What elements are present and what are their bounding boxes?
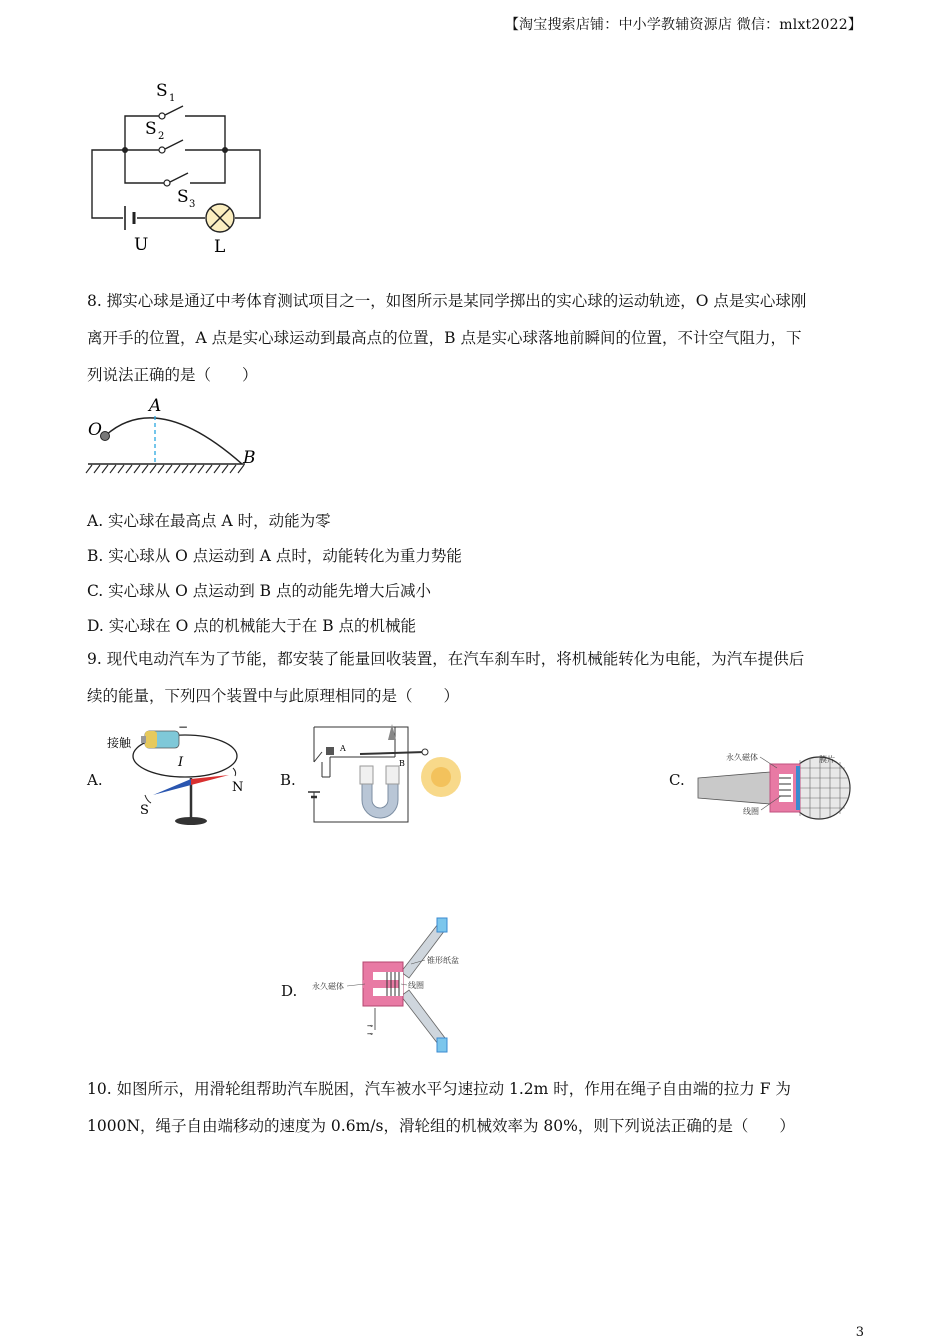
q8-option-d: D. 实心球在 O 点的机械能大于在 B 点的机械能: [87, 617, 417, 635]
s1-label: S: [156, 81, 168, 101]
current-label: I: [178, 755, 184, 770]
q9-option-b-label: B.: [280, 771, 296, 789]
trajectory-figure: [85, 393, 265, 478]
oersted-experiment-figure: [105, 720, 255, 832]
page-number: 3: [855, 1325, 864, 1340]
minus-sign: −: [178, 720, 189, 734]
battery-label: U: [134, 235, 149, 255]
q9-line-1: 9. 现代电动汽车为了节能，都安装了能量回收装置，在汽车刹车时，将机械能转化为电能，为汽车提供后: [87, 650, 805, 668]
q8-option-c: C. 实心球从 O 点运动到 B 点的动能先增大后减小: [87, 582, 431, 600]
page-header: 【淘宝搜索店铺：中小学教辅资源店 微信：mlxt2022】: [504, 17, 862, 33]
fig-c-magnet-label: 永久磁体: [726, 753, 758, 762]
q9-option-d-label: D.: [281, 982, 298, 1000]
s3-label: S: [177, 187, 189, 207]
point-b-label: B: [243, 448, 256, 468]
microphone-figure: [695, 748, 855, 828]
diaphragm-label: 膜片: [819, 755, 835, 764]
circuit-diagram: [85, 78, 270, 258]
q8-line-3: 列说法正确的是（ ）: [87, 366, 258, 384]
q10-line-2: 1000N，绳子自由端移动的速度为 0.6m/s，滑轮组的机械效率为 80%，则下列说法正确的是（ ）: [87, 1117, 795, 1135]
terminal-a-label: A: [340, 744, 346, 753]
svg-text:⊸: ⊸: [367, 1022, 373, 1030]
terminal-b-label: B: [399, 759, 405, 768]
north-pole-label: N: [232, 780, 244, 795]
loudspeaker-figure: [305, 912, 475, 1057]
contact-label: 接触: [107, 736, 132, 750]
electric-bell-figure: [300, 722, 465, 826]
s3-subscript: 3: [189, 199, 196, 210]
svg-text:⊸: ⊸: [367, 1030, 373, 1038]
q8-option-b: B. 实心球从 O 点运动到 A 点时，动能转化为重力势能: [87, 547, 462, 565]
point-o-label: O: [88, 420, 102, 440]
q9-option-c-label: C.: [669, 771, 685, 789]
fig-c-coil-label: 线圈: [743, 807, 759, 816]
q8-option-a: A. 实心球在最高点 A 时，动能为零: [87, 512, 331, 530]
lamp-label: L: [214, 237, 226, 257]
point-a-label: A: [149, 396, 162, 416]
s2-label: S: [145, 119, 157, 139]
south-pole-label: S: [140, 803, 149, 818]
fig-d-coil-label: 线圈: [408, 981, 424, 990]
cone-label: 锥形纸盆: [427, 956, 459, 965]
q9-line-2: 续的能量，下列四个装置中与此原理相同的是（ ）: [87, 687, 460, 705]
q9-option-a-label: A.: [87, 771, 103, 789]
fig-d-magnet-label: 永久磁体: [312, 982, 344, 991]
q10-line-1: 10. 如图所示，用滑轮组帮助汽车脱困，汽车被水平匀速拉动 1.2m 时，作用在绳子自由端的拉力 F 为: [87, 1080, 791, 1098]
q8-line-1: 8. 掷实心球是通辽中考体育测试项目之一，如图所示是某同学掷出的实心球的运动轨迹，O 点是实心球刚: [87, 292, 807, 310]
s1-subscript: 1: [169, 93, 176, 104]
s2-subscript: 2: [158, 131, 165, 142]
q8-line-2: 离开手的位置，A 点是实心球运动到最高点的位置，B 点是实心球落地前瞬间的位置，不计空气阻力，下: [87, 329, 802, 347]
